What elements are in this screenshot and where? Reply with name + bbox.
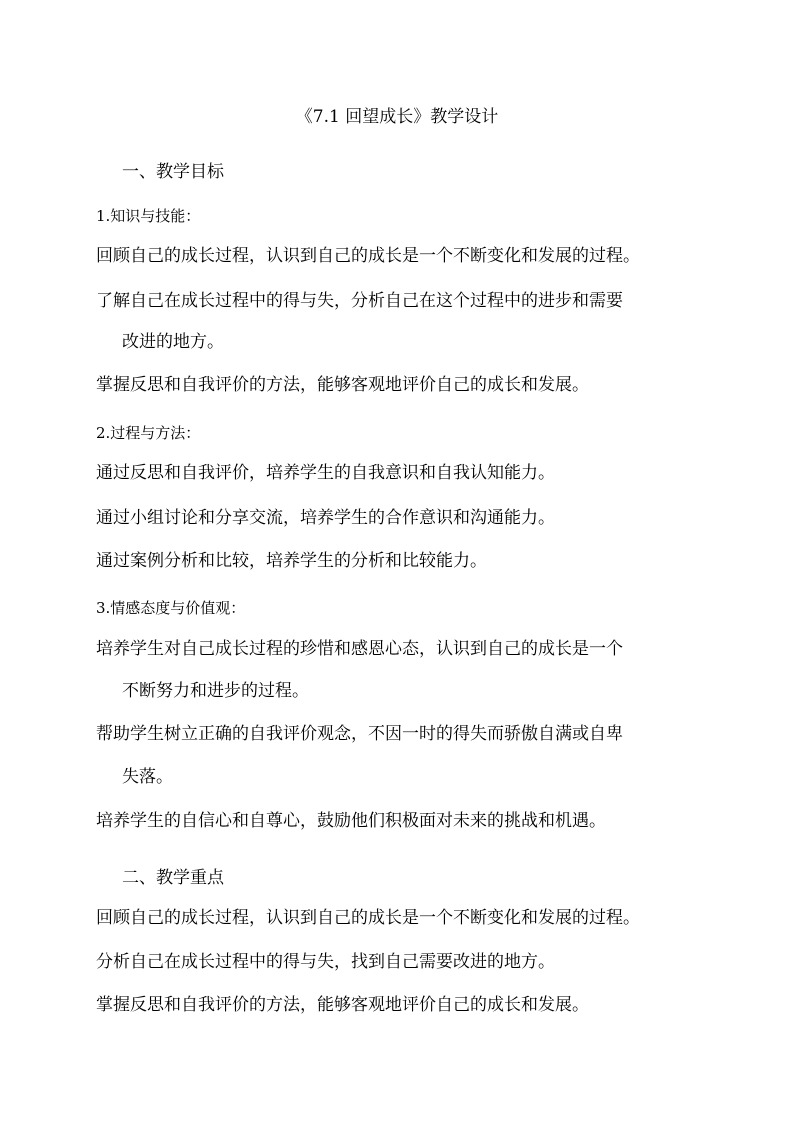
subheading-values: 3.情感态度与价值观： xyxy=(96,599,246,617)
paragraph: 通过小组讨论和分享交流，培养学生的合作意识和沟通能力。 xyxy=(96,508,555,528)
paragraph: 培养学生对自己成长过程的珍惜和感恩心态，认识到自己的成长是一个 xyxy=(96,639,623,659)
paragraph: 掌握反思和自我评价的方法，能够客观地评价自己的成长和发展。 xyxy=(96,995,589,1015)
paragraph: 分析自己在成长过程中的得与失，找到自己需要改进的地方。 xyxy=(96,952,555,972)
paragraph: 培养学生的自信心和自尊心，鼓励他们积极面对未来的挑战和机遇。 xyxy=(96,811,606,831)
paragraph-continuation: 失落。 xyxy=(122,767,173,787)
paragraph: 了解自己在成长过程中的得与失，分析自己在这个过程中的进步和需要 xyxy=(96,291,623,311)
paragraph: 通过案例分析和比较，培养学生的分析和比较能力。 xyxy=(96,551,487,571)
paragraph-continuation: 改进的地方。 xyxy=(122,332,224,352)
paragraph: 回顾自己的成长过程，认识到自己的成长是一个不断变化和发展的过程。 xyxy=(96,908,640,928)
paragraph: 帮助学生树立正确的自我评价观念，不因一时的得失而骄傲自满或自卑 xyxy=(96,724,623,744)
paragraph: 通过反思和自我评价，培养学生的自我意识和自我认知能力。 xyxy=(96,463,555,483)
subheading-process: 2.过程与方法： xyxy=(96,424,201,442)
section-heading-key-points: 二、教学重点 xyxy=(122,868,224,888)
paragraph: 掌握反思和自我评价的方法，能够客观地评价自己的成长和发展。 xyxy=(96,375,589,395)
paragraph-continuation: 不断努力和进步的过程。 xyxy=(122,681,309,701)
document-title: 《7.1 回望成长》教学设计 xyxy=(295,107,499,127)
paragraph: 回顾自己的成长过程，认识到自己的成长是一个不断变化和发展的过程。 xyxy=(96,246,640,266)
subheading-knowledge: 1.知识与技能： xyxy=(96,207,201,225)
section-heading-objectives: 一、教学目标 xyxy=(122,162,224,182)
